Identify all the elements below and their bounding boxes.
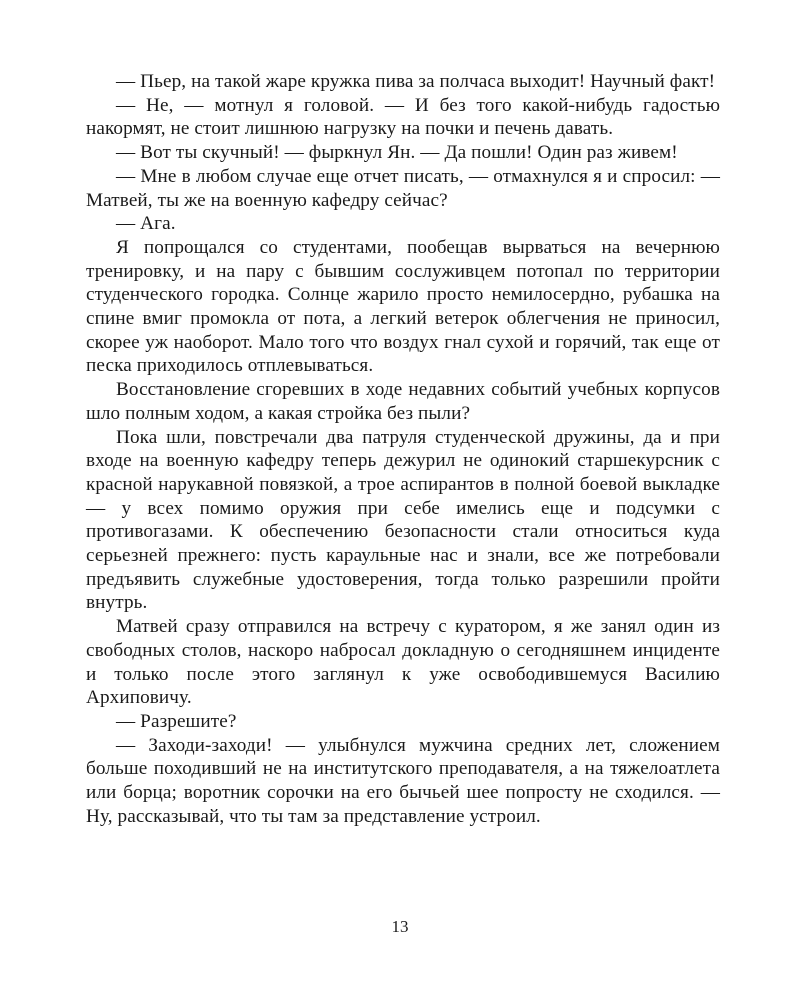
paragraph: — Пьер, на такой жаре кружка пива за полчаса выходит! Научный факт! bbox=[116, 71, 716, 92]
paragraph: Я попрощался со студентами, пообещав вырваться на вечернюю тренировку, и на пару с бывшим сослуживцем потопал по территории студенческого городка. Солнце жарило просто немилосердно, рубашка на спине вмиг промокла от пота, а легкий ветерок облегчения не приносил, скорее уж наоборот. Мало того что воздух гнал сухой и горячий, так еще от песка приходилось отплевываться. bbox=[86, 236, 720, 377]
page-number: 13 bbox=[391, 917, 409, 936]
paragraph: — Вот ты скучный! — фыркнул Ян. — Да пошли! Один раз живем! bbox=[116, 142, 678, 164]
paragraph: — Разрешите? bbox=[116, 710, 237, 732]
paragraph: — Заходи-заходи! — улыбнулся мужчина средних лет, сложением больше походивший не на институтского преподавателя, а на тяжелоатлета или борца; воротник сорочки на его бычьей шее попросту не сходился. — Ну, рассказывай, что ты там за представление устроил. bbox=[86, 734, 720, 827]
paragraph: Матвей сразу отправился на встречу с куратором, я же занял один из свободных столов, наскоро набросал докладную о сегодняшнем инциденте и только после этого заглянул к уже освободившемуся Василию Архиповичу. bbox=[86, 616, 720, 709]
paragraph: Восстановление сгоревших в ходе недавних событий учебных корпусов шло полным ходом, а какая стройка без пыли? bbox=[86, 379, 720, 424]
paragraph: Пока шли, повстречали два патруля студенческой дружины, да и при входе на военную кафедру теперь дежурил не одинокий старшекурсник с красной нарукавной повязкой, а трое аспирантов в полной боевой выкладке — у всех помимо оружия при себе имелись еще и подсумки с противогазами. К обеспечению безопасности стали относиться куда серьезней прежнего: пусть караульные нас и знали, все же потребовали предъявить служебные удостоверения, тогда только разрешили пройти внутрь. bbox=[86, 426, 720, 614]
page-text bbox=[86, 70, 720, 829]
paragraph: — Ага. bbox=[116, 213, 176, 235]
paragraph: — Мне в любом случае еще отчет писать, — отмахнулся я и спросил: — Матвей, ты же на военную кафедру сейчас? bbox=[86, 165, 720, 211]
paragraph: — Не, — мотнул я головой. — И без того какой-нибудь гадостью накормят, не стоит лишнюю нагрузку на почки и печень давать. bbox=[86, 94, 720, 140]
